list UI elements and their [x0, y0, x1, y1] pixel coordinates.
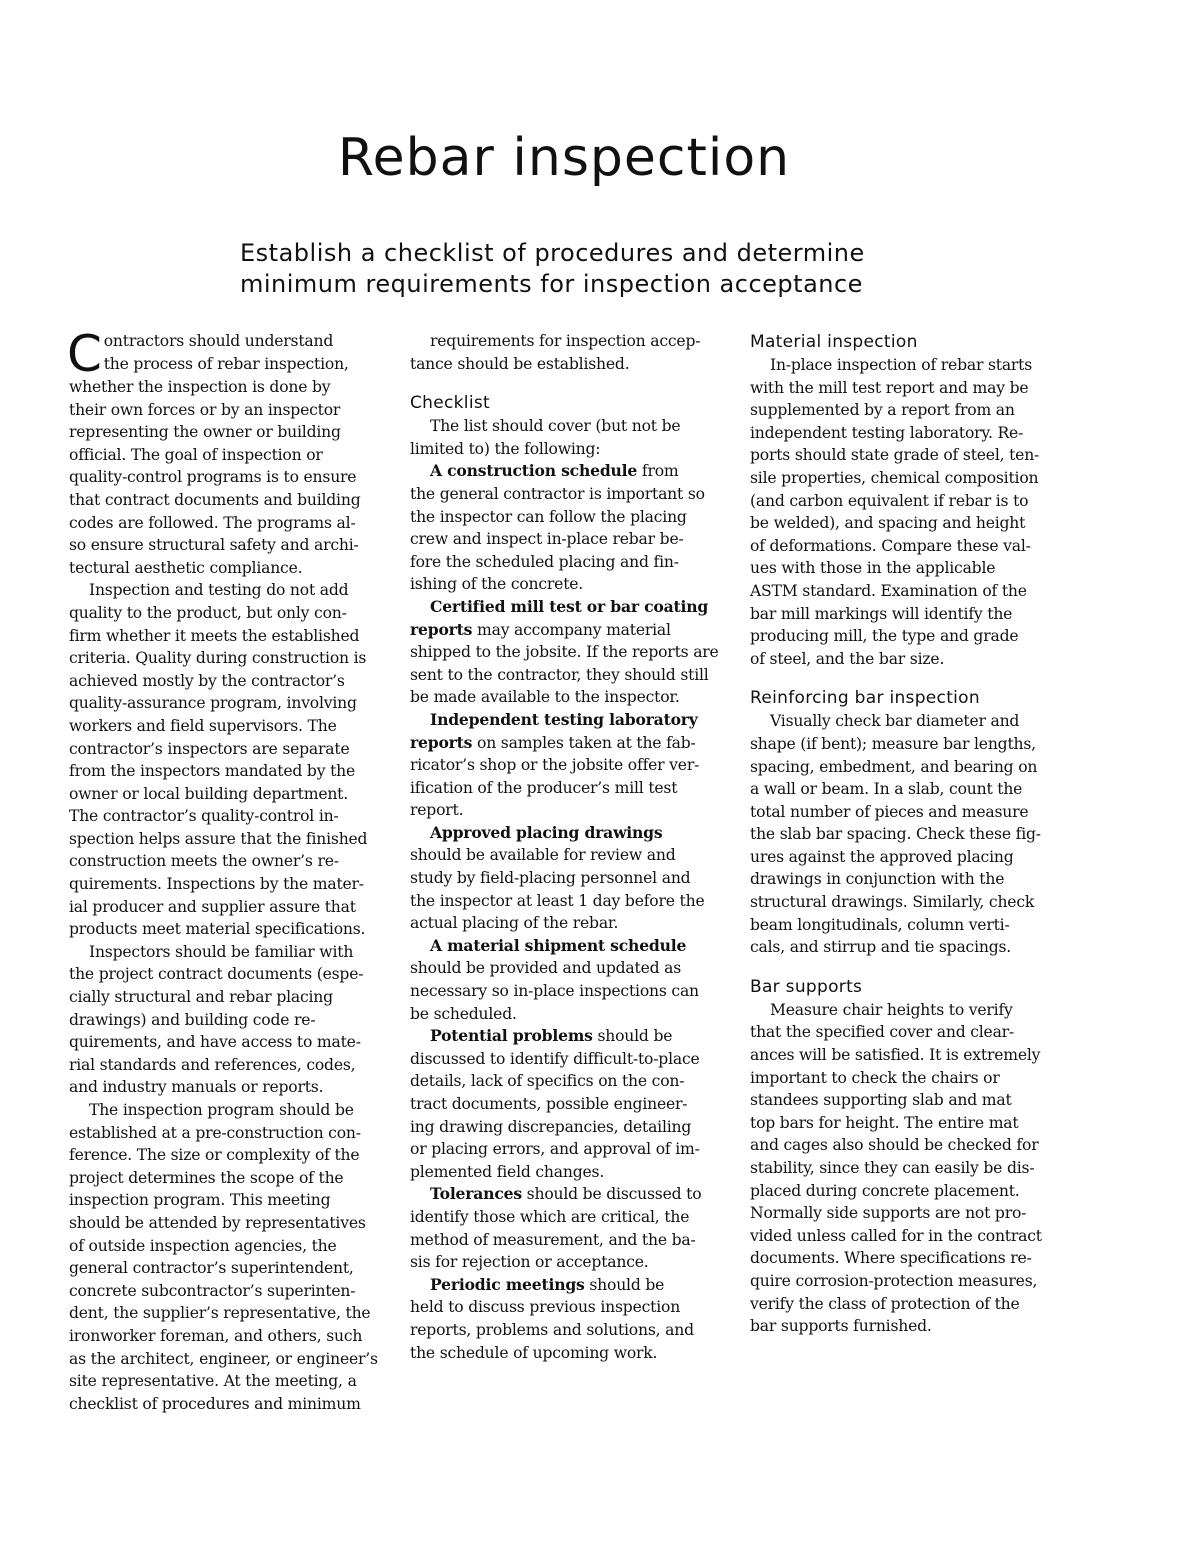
checklist-item — [410, 709, 720, 732]
text-line: The list should cover (but not be — [430, 417, 681, 436]
text-line: The contractor’s quality-control in- — [69, 807, 339, 826]
text-line: top bars for height. The entire mat — [750, 1113, 1019, 1132]
text-line: or placing errors, and approval of im- — [410, 1140, 700, 1159]
text-line: ironworker foreman, and others, such — [69, 1326, 363, 1345]
column-1 — [67, 325, 379, 1415]
text-line: quality-control programs is to ensure — [69, 468, 357, 487]
text-line: crew and inspect in-place rebar be- — [410, 530, 684, 549]
text-line: ishing of the concrete. — [410, 575, 584, 594]
column-3 — [750, 330, 1070, 1338]
text-line: from the inspectors mandated by the — [69, 762, 356, 781]
text-line: tance should be established. — [410, 354, 630, 373]
text-line: quality-assurance program, involving — [69, 694, 357, 713]
text-line: workers and field supervisors. The — [69, 716, 337, 735]
text-line: general contractor’s superintendent, — [69, 1259, 354, 1278]
text-line: the inspector can follow the placing — [410, 507, 687, 526]
text-line: representing the owner or building — [69, 423, 341, 442]
text-line: quirements. Inspections by the mater- — [69, 875, 364, 894]
section-heading-material-inspection: Material inspection — [750, 332, 918, 352]
text-line: shipped to the jobsite. If the reports are — [410, 643, 719, 662]
text-line: site representative. At the meeting, a — [69, 1372, 357, 1391]
text-line: bar supports furnished. — [750, 1317, 932, 1336]
text-line: a wall or beam. In a slab, count the — [750, 780, 1023, 799]
text-line: verify the class of protection of the — [750, 1294, 1020, 1313]
text-line: the inspector at least 1 day before the — [410, 891, 705, 910]
checklist-item — [410, 822, 720, 845]
page-subtitle — [240, 238, 960, 300]
text-line: the general contractor is important so — [410, 484, 705, 503]
text-line: reports may accompany material — [410, 619, 671, 639]
text-line: cals, and stirrup and tie spacings. — [750, 938, 1012, 957]
text-line: of deformations. Compare these val- — [750, 536, 1031, 555]
checklist-item — [410, 596, 720, 619]
text-line: identify those which are critical, the — [410, 1207, 690, 1226]
text-line: Inspection and testing do not add — [89, 581, 349, 600]
text-line: Normally side supports are not pro- — [750, 1204, 1027, 1223]
text-line: be made available to the inspector. — [410, 688, 680, 707]
checklist-item: Tolerances should be discussed to — [430, 1184, 702, 1204]
text-line: of outside inspection agencies, the — [69, 1236, 337, 1255]
text-line: necessary so in-place inspections can — [410, 982, 699, 1001]
text-line: rial standards and references, codes, — [69, 1055, 356, 1074]
text-line: project determines the scope of the — [69, 1168, 344, 1187]
text-line: owner or local building department. — [69, 784, 349, 803]
section-heading-checklist: Checklist — [410, 393, 490, 414]
checklist-item: Periodic meetings should be — [430, 1274, 665, 1294]
text-line: plemented field changes. — [410, 1162, 605, 1181]
text-line: with the mill test report and may be — [750, 378, 1029, 397]
text-line: important to check the chairs or — [750, 1068, 1000, 1087]
checklist-item: A construction schedule from — [430, 461, 679, 481]
text-line: beam longitudinals, column verti- — [750, 915, 1010, 934]
text-line: discussed to identify difficult-to-place — [410, 1049, 700, 1068]
text-line: firm whether it meets the established — [69, 626, 360, 645]
text-line: tract documents, possible engineer- — [410, 1095, 688, 1113]
item-term: Periodic meetings — [430, 1274, 585, 1294]
item-term: Independent testing laboratory — [430, 709, 698, 729]
text-line: so ensure structural safety and archi- — [69, 536, 359, 555]
text-line: and cages also should be checked for — [750, 1136, 1039, 1155]
text-line: ial producer and supplier assure that — [69, 897, 356, 916]
text-line: Visually check bar diameter and — [770, 712, 1020, 731]
text-line: method of measurement, and the ba- — [410, 1230, 696, 1249]
text-line: In-place inspection of rebar starts — [770, 356, 1033, 374]
text-line: quirements, and have access to mate- — [69, 1033, 361, 1052]
subtitle-line: Establish a checklist of procedures and determine — [240, 239, 865, 267]
text-line: and industry manuals or reports. — [69, 1078, 324, 1097]
text-line: whether the inspection is done by — [69, 378, 331, 396]
text-line: requirements for inspection accep- — [430, 332, 701, 350]
text-line: their own forces or by an inspector — [69, 400, 341, 419]
text-line: drawings in conjunction with the — [750, 870, 1005, 889]
text-line: that the specified cover and clear- — [750, 1023, 1015, 1042]
text-line: as the architect, engineer, or engineer’s — [69, 1349, 378, 1368]
text-line: sis for rejection or acceptance. — [410, 1253, 649, 1272]
text-line: ures against the approved placing — [750, 847, 1014, 866]
item-term: Tolerances — [430, 1184, 522, 1204]
text-line: the project contract documents (espe- — [69, 965, 364, 984]
text-line: the slab bar spacing. Check these fig- — [750, 825, 1041, 844]
item-term: A material shipment schedule — [430, 935, 687, 955]
text-line: drawings) and building code re- — [69, 1010, 316, 1029]
text-line: held to discuss previous inspection — [410, 1298, 681, 1317]
text-line: structural drawings. Similarly, check — [750, 893, 1035, 912]
column-2 — [410, 330, 720, 1364]
text-line: tectural aesthetic compliance. — [69, 558, 303, 577]
text-line: the process of rebar inspection, — [103, 354, 349, 373]
text-line: be scheduled. — [410, 1004, 517, 1023]
text-line: total number of pieces and measure — [750, 802, 1029, 821]
text-line: ing drawing discrepancies, detailing — [410, 1117, 692, 1136]
text-line: should be provided and updated as — [410, 959, 682, 978]
text-line: should be available for review and — [410, 846, 676, 865]
item-term: Approved placing drawings — [430, 822, 663, 842]
text-line: fore the scheduled placing and fin- — [410, 552, 679, 571]
text-line: ricator’s shop or the jobsite offer ver- — [410, 756, 700, 775]
text-line: construction meets the owner’s re- — [69, 852, 339, 871]
text-line: ues with those in the applicable — [750, 559, 996, 578]
text-line: be welded), and spacing and height — [750, 514, 1026, 533]
text-line: established at a pre-construction con- — [69, 1123, 361, 1142]
text-line: criteria. Quality during construction is — [69, 649, 367, 668]
text-line: documents. Where specifications re- — [750, 1249, 1032, 1268]
text-line: (and carbon equivalent if rebar is to — [750, 491, 1029, 510]
text-line: actual placing of the rebar. — [410, 914, 619, 933]
text-line: ontractors should understand — [103, 332, 334, 350]
text-line: details, lack of specifics on the con- — [410, 1072, 685, 1091]
section-heading-reinforcing-bar-inspection: Reinforcing bar inspection — [750, 688, 980, 709]
text-line: the schedule of upcoming work. — [410, 1343, 658, 1362]
text-line: bar mill markings will identify the — [750, 604, 1013, 623]
text-line: sent to the contractor, they should still — [410, 665, 709, 684]
text-line: shape (if bent); measure bar lengths, — [750, 734, 1036, 753]
text-line: stability, since they can easily be dis- — [750, 1159, 1035, 1177]
item-term: Certified mill test or bar coating — [430, 596, 709, 616]
text-line: ances will be satisfied. It is extremely — [750, 1046, 1041, 1065]
checklist-item: Potential problems should be — [430, 1026, 673, 1046]
text-line: reports, problems and solutions, and — [410, 1320, 694, 1339]
text-line: reports on samples taken at the fab- — [410, 732, 696, 752]
text-line: products meet material specifications. — [69, 920, 366, 939]
text-line: official. The goal of inspection or — [69, 445, 323, 464]
text-line: Inspectors should be familiar with — [89, 942, 354, 961]
text-line: independent testing laboratory. Re- — [750, 423, 1024, 442]
text-line: should be attended by representatives — [69, 1213, 366, 1232]
text-line: quality to the product, but only con- — [69, 603, 347, 622]
text-line: placed during concrete placement. — [750, 1181, 1020, 1200]
text-line: ports should state grade of steel, ten- — [750, 446, 1040, 465]
text-line: achieved mostly by the contractor’s — [69, 671, 345, 690]
text-line: inspection program. This meeting — [69, 1191, 331, 1210]
text-line: study by field-placing personnel and — [410, 869, 691, 888]
text-line: ference. The size or complexity of the — [69, 1146, 360, 1165]
section-heading-bar-supports: Bar supports — [750, 976, 863, 997]
item-term: A construction schedule — [430, 461, 638, 481]
text-line: that contract documents and building — [69, 490, 361, 509]
text-line: contractor’s inspectors are separate — [69, 739, 350, 758]
text-line: producing mill, the type and grade — [750, 627, 1019, 646]
text-line: checklist of procedures and minimum — [69, 1394, 361, 1413]
text-line: The inspection program should be — [89, 1101, 354, 1119]
text-line: limited to) the following: — [410, 439, 601, 458]
checklist-item — [410, 935, 720, 958]
text-line: quire corrosion-protection measures, — [750, 1271, 1038, 1290]
text-line: Measure chair heights to verify — [770, 1000, 1013, 1019]
text-line: spection helps assure that the finished — [69, 829, 368, 848]
text-line: codes are followed. The programs al- — [69, 513, 356, 532]
item-term: Potential problems — [430, 1026, 593, 1046]
text-line: standees supporting slab and mat — [750, 1091, 1012, 1110]
text-line: concrete subcontractor’s superinten- — [69, 1281, 356, 1300]
text-line: ification of the producer’s mill test — [410, 778, 678, 797]
text-line: cially structural and rebar placing — [69, 988, 333, 1007]
text-line: spacing, embedment, and bearing on — [750, 757, 1038, 776]
page-title: Rebar inspection — [337, 128, 791, 188]
text-line: of steel, and the bar size. — [750, 649, 945, 668]
text-line: supplemented by a report from an — [750, 401, 1015, 420]
subtitle-line: minimum requirements for inspection acceptance — [240, 270, 863, 298]
text-line: sile properties, chemical composition — [750, 468, 1039, 487]
text-line: vided unless called for in the contract — [750, 1226, 1042, 1245]
text-line: dent, the supplier’s representative, the — [69, 1304, 371, 1323]
text-line: ASTM standard. Examination of the — [750, 581, 1027, 600]
text-line: report. — [410, 801, 464, 820]
drop-cap: C — [67, 325, 102, 383]
